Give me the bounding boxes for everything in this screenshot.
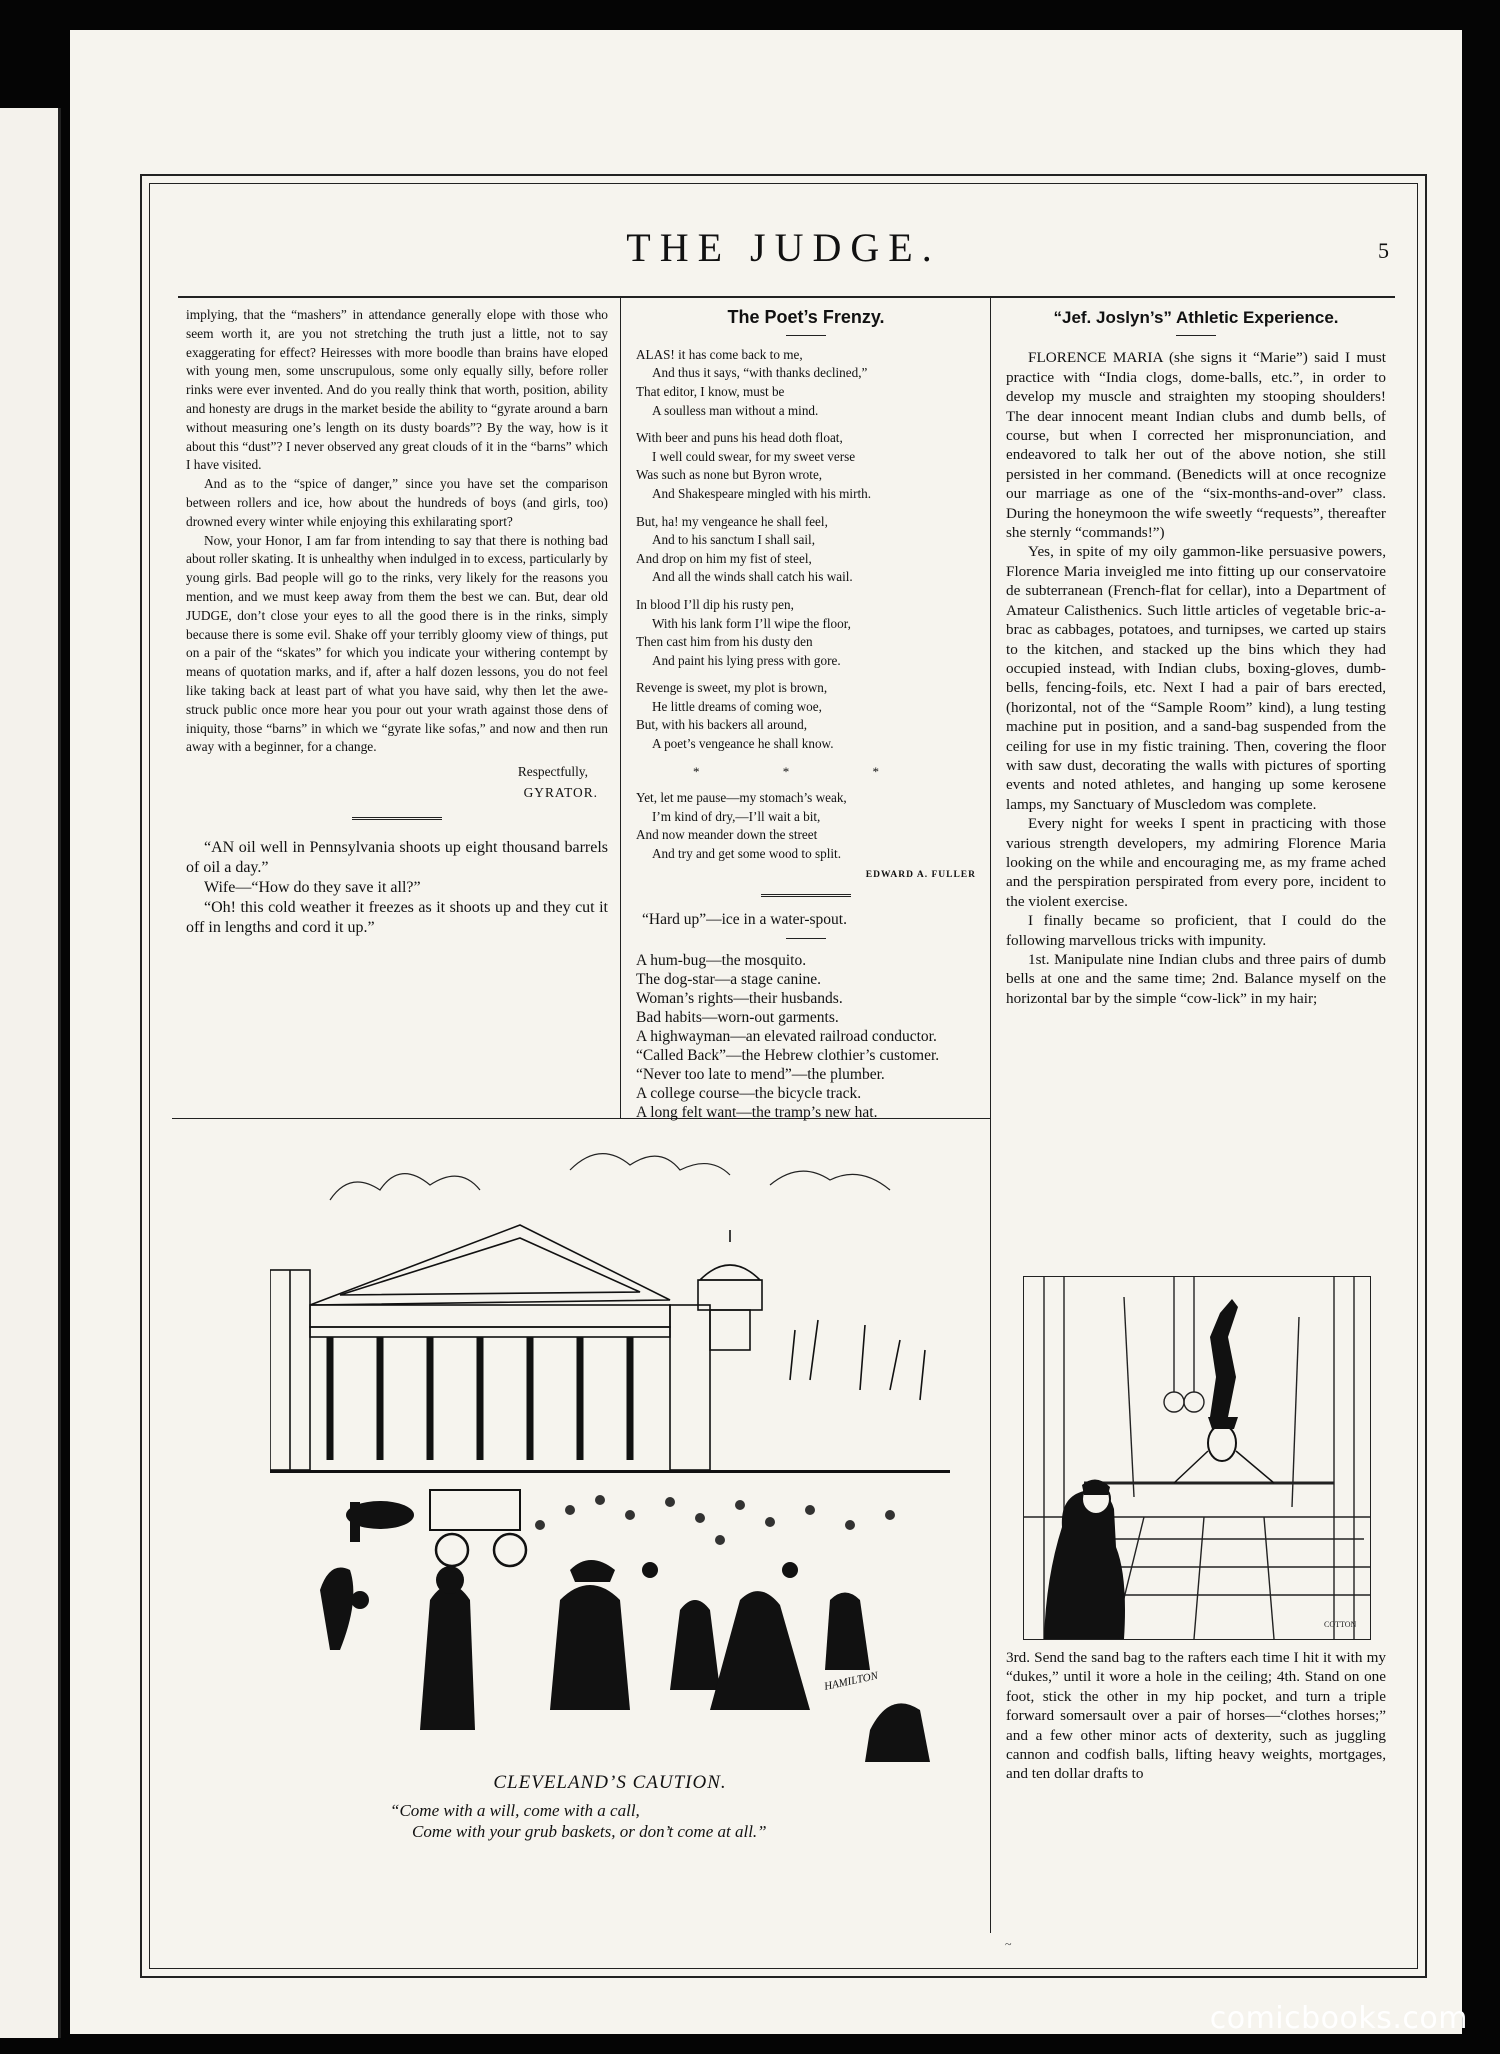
print-smudge: ~: [1005, 1937, 1012, 1951]
story-paragraph: I finally became so proficient, that I could do the following marvellous tricks with impunity.: [1006, 912, 1386, 949]
poem-line: But, ha! my vengeance he shall feel,: [636, 513, 828, 529]
poem-author: EDWARD A. FULLER: [865, 869, 976, 880]
watermark: comicbooks.com: [1209, 2001, 1468, 2036]
poem-body: [636, 346, 976, 884]
story-paragraph: FLORENCE MARIA (she signs it “Marie”) said I must practice with “India clogs, dome-balls, etc.”, in order to develop my muscle and straighten my stooping shoulders! The dear innocent meant Indian clubs and dumb bells, of course, but when I corrected her mispronunciation, and endeavored to talk her out of the above notion, she still persisted in her command. (Benedicts will at once recognize our marriage as one of the “six-months-and-over” class. During the honeymoon the wife sweetly “requests”, thereafter she sternly “commands!”): [1006, 349, 1386, 542]
poem-stanza: [636, 679, 976, 753]
page-border: [140, 174, 1427, 1978]
poem-line: And drop on him my fist of steel,: [636, 550, 812, 566]
divider-ornament: [761, 894, 851, 901]
column-rule-2: [990, 296, 991, 1933]
poem-line: A poet’s vengeance he shall know.: [652, 736, 834, 752]
story-paragraph: Yes, in spite of my oily gammon-like persuasive powers, Florence Maria inveigled me into fitting up our conservatoire de subterranean (French-flat for cellar), into a Department of Amateur Calisthenics. Such little articles of vegetable bric-a-brac as cabbages, potatoes, and turnipses, we carted up stairs to the kitchen, and stacked up the bins which they had occupied instead, with Indian clubs, boxing-gloves, dumb-bells, fencing-foils, etc. Next I had a pair of bars erected, (horizontal, not of the “Sample Room” kind), a lung testing machine put in position, and a sand-bag suspended from the ceiling for use in my fistic training. Then, covering the floor with saw dust, decorating the walls with pictures of sporting events and noted athletes, and hanging up some kerosene lamps, my Sanctuary of Muscledom was complete.: [1006, 543, 1386, 813]
divider-ornament: [786, 335, 826, 336]
joke-line: “AN oil well in Pennsylvania shoots up eight thousand barrels of oil a day.”: [186, 838, 608, 876]
definition-item: A long felt want—the tramp’s new hat.: [636, 1104, 878, 1122]
poem-line: Revenge is sweet, my plot is brown,: [636, 680, 828, 696]
definition-item: Woman’s rights—their husbands.: [636, 990, 843, 1008]
poem-line: And try and get some wood to split.: [652, 846, 842, 862]
oil-well-joke: [186, 838, 608, 938]
poem-line: Then cast him from his dusty den: [636, 634, 813, 650]
definition-item: A hum-bug—the mosquito.: [636, 952, 807, 970]
masthead-rule: [178, 296, 1395, 298]
story-paragraph: Every night for weeks I spent in practicing with those various strength developers, my admiring Florence Maria looking on the while and encouraging me, as my frame ached and the perspiration perspirated from every pore, incident to the violent exercise.: [1006, 815, 1386, 910]
column-letter: [186, 306, 608, 938]
column-athletic-story-continued: [1006, 1648, 1386, 1784]
definition-item: The dog-star—a stage canine.: [636, 971, 822, 989]
column-rule-1: [620, 296, 621, 1118]
cartoon-artist-signature: HAMILTON: [823, 1669, 880, 1693]
poem-line: In blood I’ll dip his rusty pen,: [636, 596, 794, 612]
column-poem: [636, 306, 976, 1122]
poem-line: And thus it says, “with thanks declined,”: [652, 365, 868, 381]
story-paragraph: 3rd. Send the sand bag to the rafters each time I hit it with my “dukes,” until it wore a hole in the ceiling; 4th. Stand on one foot, stick the other in my hip pocket, and turn a triple forward somersault over a pair of horses—“clothes horses;” and a few other minor acts of dexterity, such as juggling cannon and codfish balls, lifting heavy weights, mortgages, and ten dollar drafts to: [1006, 1649, 1386, 1783]
poem-line: And to his sanctum I shall sail,: [652, 532, 815, 548]
poem-stanza: [636, 596, 976, 670]
cartoon-verse-line: “Come with a will, come with a call,: [390, 1801, 640, 1820]
poem-line: With his lank form I’ll wipe the floor,: [652, 615, 851, 631]
definition-item: A highwayman—an elevated railroad conductor.: [636, 1028, 937, 1046]
page-number: 5: [1378, 238, 1389, 263]
poem-stanza: [636, 513, 976, 587]
poem-title: The Poet’s Frenzy.: [727, 307, 885, 327]
poem-line: But, with his backers all around,: [636, 717, 808, 733]
hard-up-heading: “Hard up”—ice in a water-spout.: [642, 911, 847, 929]
gym-illustration: [1023, 1276, 1371, 1640]
joke-line: “Oh! this cold weather it freezes as it shoots up and they cut it off in lengths and cord it up.”: [186, 898, 608, 936]
letter-signature: GYRATOR.: [523, 784, 598, 800]
poem-stanza: [636, 429, 976, 503]
gym-artist-signature: COTTON: [1324, 1620, 1357, 1629]
poem-stanza: [636, 346, 976, 420]
definition-item: “Never too late to mend”—the plumber.: [636, 1066, 885, 1084]
divider-ornament: [786, 938, 826, 939]
divider-ornament: [352, 817, 442, 824]
column-athletic-story: [1006, 306, 1386, 1008]
poem-line: And now meander down the street: [636, 827, 818, 843]
definition-item: Bad habits—worn-out garments.: [636, 1009, 839, 1027]
definitions-list: [636, 951, 976, 1122]
poem-line: And paint his lying press with gore.: [652, 652, 841, 668]
letter-paragraph: And as to the “spice of danger,” since you have set the comparison between rollers and ice, how about the hundreds of boys (and girls, too) drowned every winter while enjoying this exhilarating sport?: [186, 476, 608, 529]
poem-line: He little dreams of coming woe,: [652, 698, 822, 714]
poem-line: And all the winds shall catch his wail.: [652, 569, 853, 585]
cartoon-drawing: [270, 1130, 950, 1762]
cleveland-cartoon: [270, 1130, 950, 1762]
poem-line: Yet, let me pause—my stomach’s weak,: [636, 790, 847, 806]
definition-item: “Called Back”—the Hebrew clothier’s customer.: [636, 1047, 940, 1065]
cartoon-verse-line: Come with your grub baskets, or don’t come at all.”: [412, 1822, 767, 1841]
poem-line: Was such as none but Byron wrote,: [636, 467, 823, 483]
poem-line: With beer and puns his head doth float,: [636, 430, 843, 446]
letter-sign-off: Respectfully,: [517, 764, 588, 780]
story-paragraph: 1st. Manipulate nine Indian clubs and three pairs of dumb bells at one and the same time; 2nd. Balance myself on the horizontal bar by the simple “cow-lick” in my hair;: [1006, 951, 1386, 1007]
story-title: “Jef. Joslyn’s” Athletic Experience.: [1053, 308, 1339, 327]
poem-line: I’m kind of dry,—I’ll wait a bit,: [652, 808, 821, 824]
joke-line: Wife—“How do they save it all?”: [204, 878, 421, 896]
newspaper-page: [70, 30, 1462, 2034]
masthead: THE JUDGE.: [626, 225, 941, 270]
poem-line: That editor, I know, must be: [636, 383, 785, 399]
poem-line: A soulless man without a mind.: [652, 402, 819, 418]
poem-stanza: [636, 789, 976, 863]
poem-line: ALAS! it has come back to me,: [636, 346, 803, 362]
divider-ornament: [1176, 335, 1216, 336]
definition-item: A college course—the bicycle track.: [636, 1085, 862, 1103]
gym-illustration-drawing: [1024, 1277, 1370, 1639]
letter-paragraph: implying, that the “mashers” in attendance generally elope with those who seem worth it, are you not stretching the truth just a little, not to say exaggerating for effect? Heiresses with more boodle than brains have eloped with young men, some unscrupulous, some only equally silly, before roller rinks were ever invented. And do you really think that worth, position, ability and honesty are drugs in the market beside the ability to “gyrate around a barn without measuring one’s length on its dusty boards”? By the way, how is it about this “dust”? I never observed any great clouds of it in the “barns” which I have visited.: [186, 307, 608, 473]
poem-line: And Shakespeare mingled with his mirth.: [652, 485, 872, 501]
stanza-break-stars: * * *: [693, 763, 919, 779]
page-border-inner: [149, 183, 1418, 1969]
facing-page-edge: [0, 108, 61, 2038]
poem-line: I well could swear, for my sweet verse: [652, 448, 856, 464]
letter-paragraph: Now, your Honor, I am far from intending to say that there is nothing bad about roller skating. It is unhealthy when indulged in to excess, particularly by young girls. Bad people will go to the rinks, very likely for the reasons you mention, and we must keep away from them the best we can. But, dear old JUDGE, don’t close your eyes to all the good there is in the rinks, simply because there is some evil. Shake off your terribly gloomy view of things, put on a pair of the “skates” for which you indicate your withering contempt by means of quotation marks, and if, after a half dozen lessons, you do not feel like taking back at least part of what you have said, why then let the awe-struck public once more hear you pour out your wrath against those dens of iniquity, those “barns” in which we “gyrate like sofas,” and now and then run away with a beginner, for a change.: [186, 532, 608, 755]
cartoon-title: CLEVELAND’S CAUTION.: [493, 1772, 727, 1793]
